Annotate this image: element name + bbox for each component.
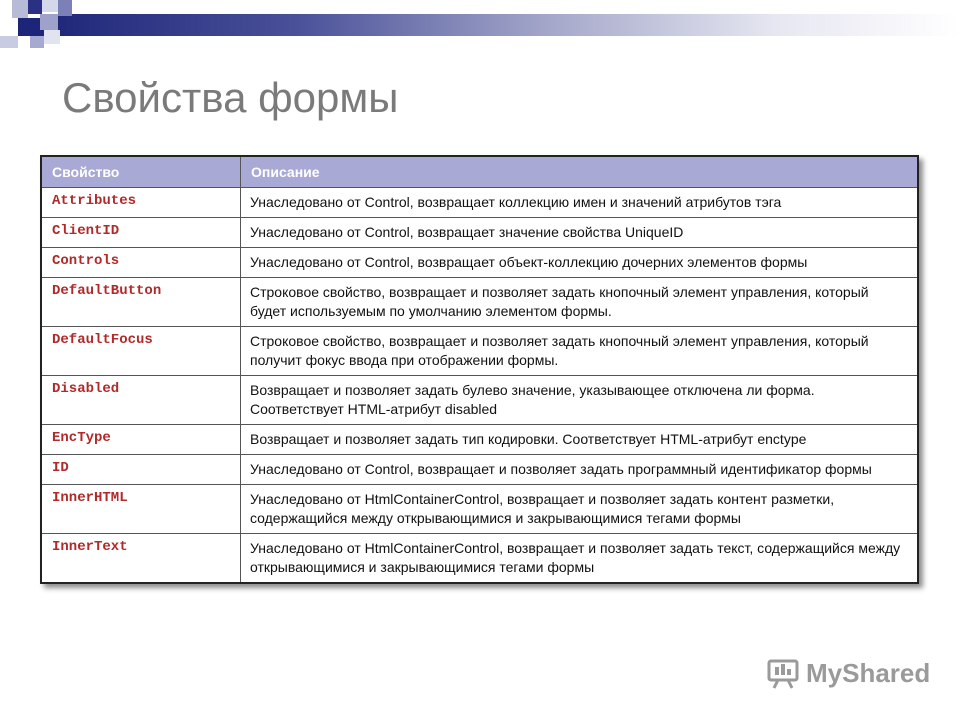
property-description: Унаследовано от Control, возвращает и позволяет задать программный идентификатор формы [241,455,919,485]
table-row [41,534,918,584]
decorative-banner [0,0,960,48]
property-description: Возвращает и позволяет задать тип кодировки. Соответствует HTML-атрибут enctype [241,425,919,455]
property-description: Возвращает и позволяет задать булево значение, указывающее отключена ли форма. Соответствует HTML-атрибут disabled [241,376,919,425]
property-name: Controls [41,248,241,278]
presentation-screen-icon [766,658,800,690]
property-description: Унаследовано от HtmlContainerControl, возвращает и позволяет задать контент разметки, содержащийся между открывающимися и закрывающимися тегами формы [241,485,919,534]
table-row [41,485,918,534]
table-row [41,218,918,248]
property-description: Унаследовано от Control, возвращает объект-коллекцию дочерних элементов формы [241,248,919,278]
property-name: Disabled [41,376,241,425]
brand-name: MyShared [806,658,931,688]
properties-table [40,155,919,584]
myshared-watermark [766,656,936,690]
banner-square [30,36,44,48]
banner-gradient-bar [40,14,960,36]
table-row [41,455,918,485]
banner-square [40,14,58,30]
banner-square [58,0,72,16]
property-name: InnerHTML [41,485,241,534]
table-row [41,425,918,455]
banner-square [18,18,40,36]
table-row [41,327,918,376]
property-description: Унаследовано от Control, возвращает коллекцию имен и значений атрибутов тэга [241,188,919,218]
property-description: Строковое свойство, возвращает и позволяет задать кнопочный элемент управления, который будет используемым по умолчанию элементом формы. [241,278,919,327]
banner-square [42,0,58,12]
property-description: Унаследовано от HtmlContainerControl, возвращает и позволяет задать текст, содержащийся между открывающимися и закрывающимися тегами формы [241,534,919,584]
table-row [41,376,918,425]
property-name: ClientID [41,218,241,248]
property-description: Унаследовано от Control, возвращает значение свойства UniqueID [241,218,919,248]
table-header-row [41,156,918,188]
property-name: InnerText [41,534,241,584]
property-name: EncType [41,425,241,455]
page-title: Свойства формы [62,74,399,121]
banner-square [28,0,42,14]
column-header-property: Свойство [41,156,241,188]
table-row [41,248,918,278]
banner-square [0,36,18,48]
banner-square [44,30,60,44]
property-name: Attributes [41,188,241,218]
column-header-description: Описание [241,156,919,188]
property-name: DefaultButton [41,278,241,327]
property-description: Строковое свойство, возвращает и позволяет задать кнопочный элемент управления, который получит фокус ввода при отображении формы. [241,327,919,376]
table-row [41,278,918,327]
property-name: DefaultFocus [41,327,241,376]
banner-square [12,0,28,18]
property-name: ID [41,455,241,485]
table-row [41,188,918,218]
